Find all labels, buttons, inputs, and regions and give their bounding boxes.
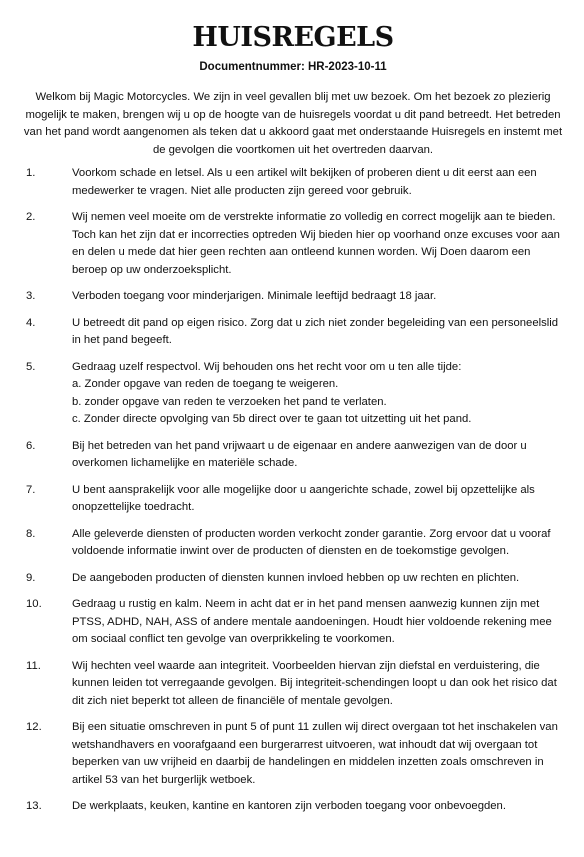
- rules-list: [22, 165, 564, 816]
- rule-text: U bent aansprakelijk voor alle mogelijke door u aangerichte schade, zowel bij opzettelijke als onopzettelijke toedracht.: [72, 483, 535, 513]
- rule-text-block: [72, 315, 564, 350]
- rule-text-block: [72, 798, 564, 816]
- rule-number: 13.: [26, 800, 42, 812]
- rule-number: 12.: [26, 721, 42, 733]
- rule-item: [22, 596, 564, 649]
- rule-text: Bij een situatie omschreven in punt 5 of punt 11 zullen wij direct overgaan tot het inschakelen van wetshandhavers en voorafgaand een burgerarrest uitvoeren, wat inhoudt dat wij overgaan tot beperken van uw vrijheid en daarbij de handelingen en middelen inzetten zoals omschreven in artikel 53 van het burgerlijk wetboek.: [72, 721, 558, 786]
- rule-number: 4.: [26, 316, 36, 329]
- rule-number: 10.: [26, 598, 42, 610]
- rule-text-block: [72, 596, 564, 649]
- rule-item: [22, 798, 564, 816]
- rule-item: [22, 570, 564, 588]
- rule-text: De werkplaats, keuken, kantine en kantoren zijn verboden toegang voor onbevoegden.: [72, 800, 506, 812]
- rule-text: Wij nemen veel moeite om de verstrekte informatie zo volledig en correct mogelijk aan te bieden. Toch kan het zijn dat er incorrecties optreden Wij bieden hier op voorhand onze excuses voor aan en delen u mede dat hier geen rechten aan ontleend kunnen worden. Wij Doen daarom een beroep op uw onderzoeksplicht.: [72, 211, 560, 276]
- rule-number: 5.: [26, 360, 36, 373]
- rule-subitem: b. zonder opgave van reden te verzoeken het pand te verlaten.: [72, 395, 387, 408]
- rule-number: 3.: [26, 290, 36, 302]
- document-title: HUISREGELS: [192, 22, 394, 53]
- rule-item: [22, 658, 564, 711]
- rule-item: [22, 209, 564, 279]
- rule-text: Gedraag uzelf respectvol. Wij behouden ons het recht voor om u ten alle tijde:: [72, 360, 462, 373]
- rule-item: [22, 315, 564, 350]
- intro-paragraph: Welkom bij Magic Motorcycles. We zijn in veel gevallen blij met uw bezoek. Om het bezoek zo plezierig mogelijk te maken, brengen wij u op de hoogte van de huisregels voordat u dit pand betreedt. Het betreden van het pand wordt aangenomen als teken dat u akkoord gaat met onderstaande Huisregels en instemt met de gevolgen die voortkomen uit het overtreden daarvan.: [23, 91, 563, 156]
- rule-number: 11.: [26, 659, 41, 672]
- rule-number: 9.: [26, 571, 36, 584]
- rule-text-block: [72, 438, 564, 473]
- rule-number: 8.: [26, 527, 36, 540]
- rule-number: 1.: [26, 167, 36, 179]
- rule-text-block: [72, 165, 564, 200]
- rule-text: Verboden toegang voor minderjarigen. Minimale leeftijd bedraagt 18 jaar.: [72, 290, 437, 302]
- rule-text-block: [72, 719, 564, 789]
- rule-text: Bij het betreden van het pand vrijwaart u de eigenaar en andere aanwezigen van de door u overkomen lichamelijke en materiële schade.: [72, 439, 527, 469]
- rule-text: Voorkom schade en letsel. Als u een artikel wilt bekijken of proberen dient u dit eerst aan een medewerker te vragen. Niet alle producten zijn gereed voor gebruik.: [72, 167, 537, 197]
- rule-text-block: [72, 482, 564, 517]
- document-number: Documentnummer: HR-2023-10-11: [199, 61, 387, 73]
- rule-item: [22, 359, 564, 429]
- rule-text-block: [72, 288, 564, 306]
- rule-text: Alle geleverde diensten of producten worden verkocht zonder garantie. Zorg ervoor dat u vooraf voldoende informatie inwint over de producten of diensten en de toekomstige gevolgen.: [72, 527, 551, 557]
- rule-text: U betreedt dit pand op eigen risico. Zorg dat u zich niet zonder begeleiding van een personeelslid in het pand begeeft.: [72, 316, 559, 346]
- rule-text: Wij hechten veel waarde aan integriteit. Voorbeelden hiervan zijn diefstal en verduistering, die kunnen leiden tot verregaande gevolgen. Bij integriteit-schendingen loopt u dan ook het risico dat dit zich niet beperkt tot alleen de financiële of mentale gevolgen.: [72, 659, 557, 707]
- rule-subitem: a. Zonder opgave van reden de toegang te weigeren.: [72, 378, 339, 390]
- rule-text-block: [72, 526, 564, 561]
- rule-text-block: [72, 359, 564, 429]
- rule-item: [22, 165, 564, 200]
- rule-number: 7.: [26, 483, 36, 496]
- rule-text-block: [72, 209, 564, 279]
- rule-item: [22, 719, 564, 789]
- rule-number: 2.: [26, 211, 36, 223]
- rule-item: [22, 526, 564, 561]
- rule-text: Gedraag u rustig en kalm. Neem in acht dat er in het pand mensen aanwezig kunnen zijn met PTSS, ADHD, NAH, ASS of andere mentale aandoeningen. Houdt hier voldoende rekening mee om sociaal conflict ten gevolge van overprikkeling te voorkomen.: [72, 598, 552, 645]
- rule-text-block: [72, 658, 564, 711]
- rule-item: [22, 288, 564, 306]
- rule-item: [22, 482, 564, 517]
- rule-text: De aangeboden producten of diensten kunnen invloed hebben op uw rechten en plichten.: [72, 571, 520, 584]
- rule-subitem: c. Zonder directe opvolging van 5b direct over te gaan tot uitzetting uit het pand.: [72, 413, 472, 425]
- rule-item: [22, 438, 564, 473]
- rule-number: 6.: [26, 439, 36, 452]
- rule-text-block: [72, 570, 564, 588]
